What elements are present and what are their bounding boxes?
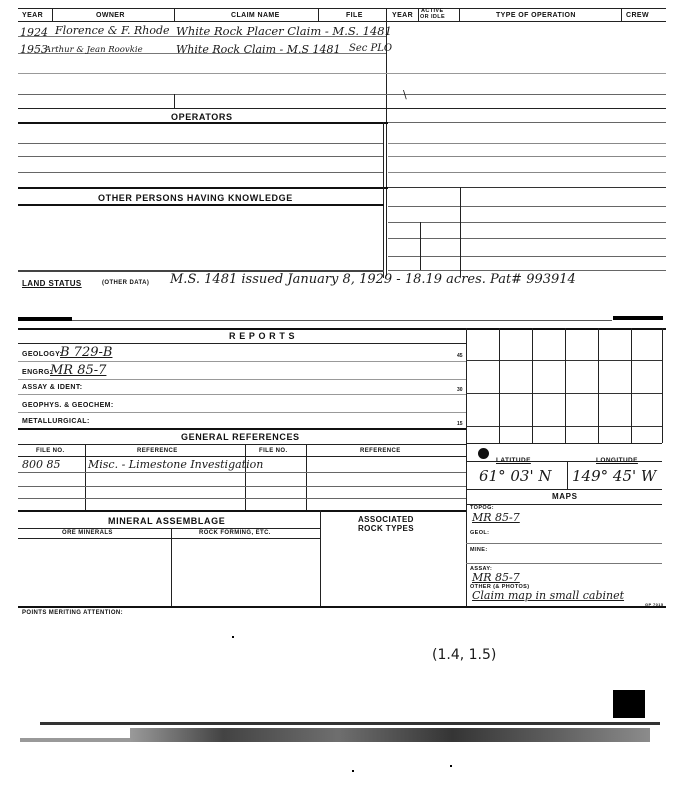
longitude-label: LONGITUDE — [596, 457, 638, 464]
ref-col-file-no-2: FILE NO. — [259, 448, 288, 454]
entry-claim-name: White Rock Claim - M.S 1481 — [176, 43, 341, 56]
entry-owner: Florence & F. Rhode — [55, 24, 170, 37]
assay-map-value: MR 85-7 — [472, 571, 520, 584]
col-header-year: YEAR — [22, 12, 44, 19]
engrg-value: MR 85-7 — [50, 363, 107, 378]
ref-row-file: 800 85 — [22, 458, 61, 471]
col-header-active-1: ACTIVE — [421, 8, 444, 14]
location-marker-icon — [478, 448, 489, 459]
other-photos-value: Claim map in small cabinet — [472, 589, 625, 602]
geology-label: GEOLOGY: — [22, 351, 63, 358]
ref-row-reference: Misc. - Limestone Investigation — [88, 458, 264, 471]
general-references-heading: GENERAL REFERENCES — [181, 432, 300, 442]
ref-col-file-no: FILE NO. — [36, 448, 65, 454]
latitude-value: 61° 03' N — [479, 467, 552, 485]
col-header-type-of-operation: TYPE OF OPERATION — [496, 12, 576, 19]
entry-year: 1953 — [20, 43, 48, 56]
rock-forming-label: ROCK FORMING, ETC. — [199, 530, 271, 536]
assoc-rock-types-2: ROCK TYPES — [358, 524, 415, 533]
mine-label: MINE: — [470, 547, 488, 553]
form-code: GP 7015 — [645, 602, 664, 607]
ref-col-reference-2: REFERENCE — [360, 448, 401, 454]
land-status-text: M.S. 1481 issued January 8, 1929 - 18.19 acres. Pat# 993914 — [170, 272, 576, 287]
reports-heading: R E P O R T S — [229, 331, 296, 341]
col-header-active-2: OR IDLE — [420, 14, 446, 20]
col-header-claim-name: CLAIM NAME — [231, 12, 280, 19]
geology-value: B 729-B — [60, 345, 113, 360]
assay-map-label: ASSAY: — [470, 566, 493, 572]
col-header-year-2: YEAR — [392, 12, 414, 19]
metallurgical-label: METALLURGICAL: — [22, 418, 90, 425]
page-note: (1.4, 1.5) — [432, 647, 497, 663]
longitude-value: 149° 45' W — [572, 467, 657, 485]
scan-edge — [613, 690, 645, 718]
col-header-owner: OWNER — [96, 12, 125, 19]
topog-value: MR 85-7 — [472, 511, 520, 524]
geophys-label: GEOPHYS. & GEOCHEM: — [22, 402, 114, 409]
col-header-file: FILE — [346, 12, 363, 19]
latitude-label: LATITUDE — [496, 457, 531, 464]
land-status-label: LAND STATUS — [22, 279, 82, 288]
entry-owner: Arthur & Jean Roovkie — [45, 45, 143, 55]
points-meriting-attention: POINTS MERITING ATTENTION: — [22, 610, 124, 616]
engrg-label: ENGRG: — [22, 369, 53, 376]
mineral-assemblage-heading: MINERAL ASSEMBLAGE — [108, 516, 226, 526]
geol-label: GEOL: — [470, 530, 490, 536]
entry-file: Sec PLO — [349, 43, 393, 54]
entry-year: 1924 — [20, 26, 48, 39]
assay-label: ASSAY & IDENT: — [22, 384, 83, 391]
assoc-rock-types-1: ASSOCIATED — [358, 515, 414, 524]
ref-col-reference: REFERENCE — [137, 448, 178, 454]
report-mark-45: 45 — [457, 353, 463, 359]
maps-heading: MAPS — [552, 492, 578, 501]
report-mark-15: 15 — [457, 421, 463, 427]
land-status-sub: (OTHER DATA) — [102, 280, 150, 286]
other-photos-label: OTHER (& PHOTOS) — [470, 584, 530, 590]
other-persons-heading: OTHER PERSONS HAVING KNOWLEDGE — [98, 193, 293, 203]
col-header-crew: CREW — [626, 12, 649, 19]
ore-minerals-label: ORE MINERALS — [62, 530, 113, 536]
topog-label: TOPOG: — [470, 505, 494, 511]
operators-heading: OPERATORS — [171, 112, 233, 122]
entry-claim-name: White Rock Placer Claim - M.S. 1481 — [176, 24, 392, 38]
report-mark-30: 30 — [457, 387, 463, 393]
